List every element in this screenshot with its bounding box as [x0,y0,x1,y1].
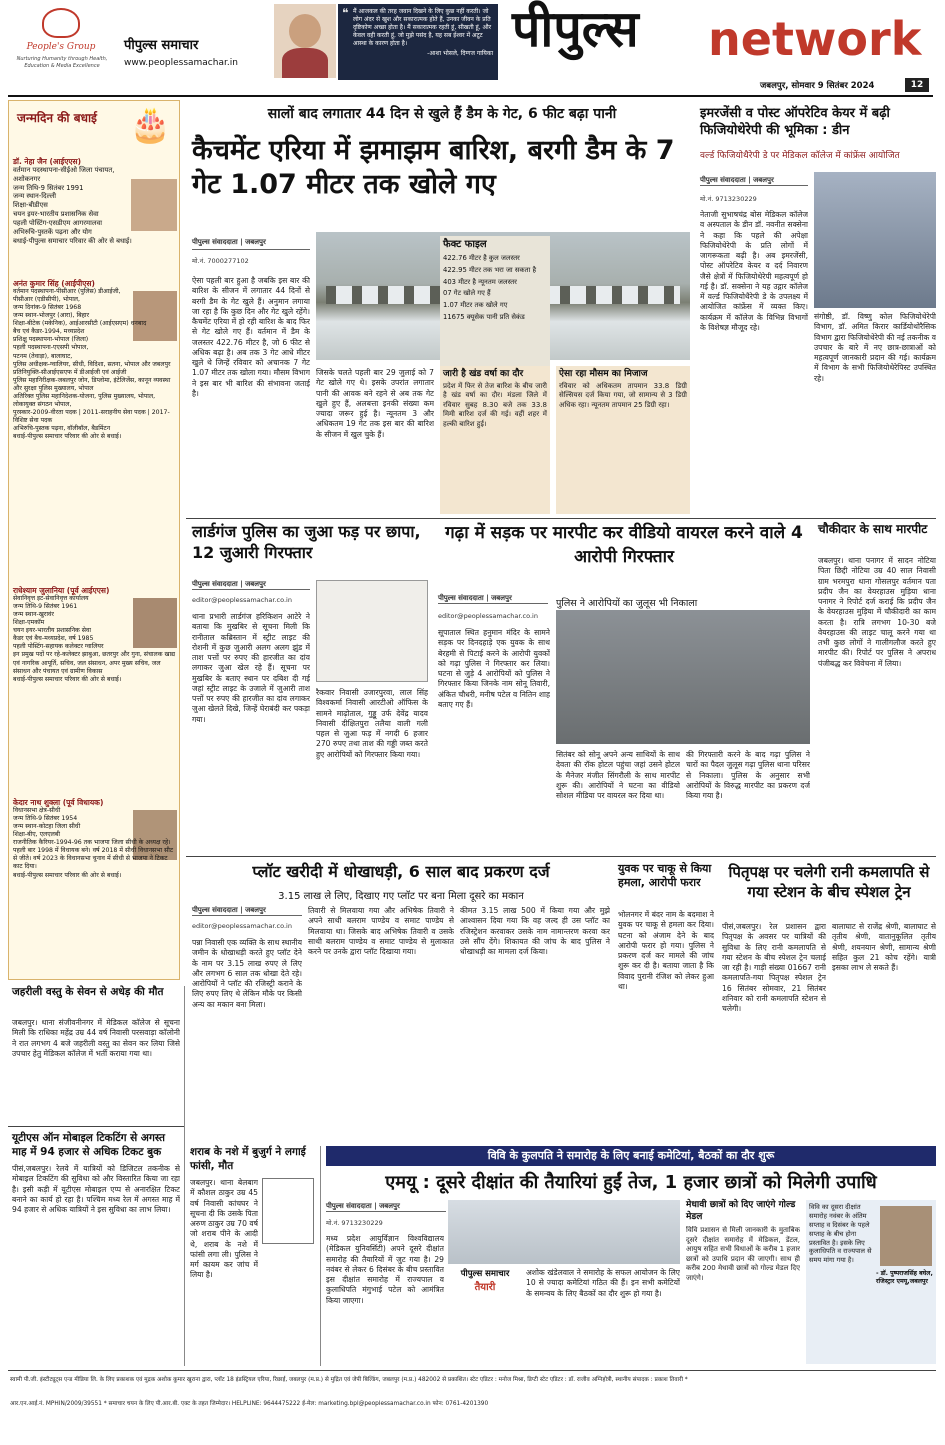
person-line: कैडर एवं बैच-मध्यप्रदेश, वर्ष 1985 [13,635,94,643]
group-logo-mark [42,8,80,38]
person-name: अनंत कुमार सिंह (आईपीएस) [13,279,95,288]
person-line: अभिरुचि-पुस्तकें पढ़ना और योग [13,227,92,236]
university-photo [448,1200,680,1264]
dam-mobile: मो.नं. 7000277102 [192,257,249,265]
birthday-person-3 [13,586,177,684]
noose-illustration [262,1178,314,1244]
person-line: राजनीतिक कैरियर-1994-96 तक भाजपा जिला सीधी के अध्यक्ष रहे। [13,839,171,847]
group-logo [8,6,114,88]
fact-item: 07 गेट खोले गए हैं [443,289,491,298]
page-number: 12 [905,78,929,92]
quote-author-photo [274,4,336,78]
weather-body: रविवार को अधिकतम तापमान 33.8 डिग्री सेल्सियस दर्ज किया गया, जो सामान्य से 3 डिग्री अधिक रहा। न्यूनतम तापमान 25 डिग्री रहा। [559,381,687,409]
weather-box [556,366,690,514]
fact-item: 403 मीटर है न्यूनतम जलस्तर [443,277,517,286]
fact-item: 422.76 मीटर है कुल जलस्तर [443,254,520,262]
gold-medal-head: मेधावी छात्रों को दिए जाएंगे गोल्ड मेडल [686,1200,796,1222]
poison-headline: जहरीली वस्तु के सेवन से अधेड़ की मौत [12,986,164,998]
section-divider [186,518,936,519]
brand-site[interactable]: www.peoplessamachar.in [124,58,238,68]
person-line: वर्तमान पदस्थापना-पीसीआर (पुलिस) डीआईजी, [13,288,121,295]
person-line: शिक्षा-बीटेक (मकेनिक), आईआरसीटी (आईएसएम) धनबाद [13,320,147,328]
university-headline: एमयू : दूसरे दीक्षांत की तैयारियां हुईं तेज, 1 हजार छात्रों को मिलेगी उपाधि [385,1172,877,1193]
byline-text: पीपुल्स संवाददाता | जबलपुर [192,580,266,588]
footer-divider [8,1370,936,1371]
masthead-divider [8,95,933,97]
person-line: पहली बार 1998 में विधायक बने। वर्ष 2018 में सीधी विधानसभा सीट से जीते। वर्ष 2023 के विधानसभा चुनाव में सीधी से भाजपा ने टिकट काट दिया। [13,847,174,871]
birthday-person-2 [13,279,177,441]
person-line: पटनम (तेवाड़ा), बालाघाट, [13,352,73,360]
fact-title: फैक्ट फाइल [443,239,487,250]
imprint-line: स्वामी पी.जी. इंस्टीट्यूट्स एन्ड मीडिया लि. के लिए प्रकाशक एवं मुद्रक अशोक कुमार खुराना द्वारा, प्लॉट 18 इंडस्ट्रियल एरिया, रिछाई, जबलपुर (म.प्र.) से मुद्रित एवं जेपी बिल्डिंग, जबलपुर (म.प्र.) 482002 से प्रकाशित। स्टेट एडिटर : मनोज मिश्रा, डिप्टी स्टेट एडिटर : डॉ. राजीव अग्निहोत्री, स्थानीय संपादक : प्रकाश तिवारी * [10,1377,688,1383]
person-line: बधाई-पीपुल्स समाचार परिवार की ओर से बधाई। [13,871,122,879]
person-line: जन्म स्थान-खुरावंर [13,611,54,619]
plot-body-col3: कीमत 3.15 लाख 500 में किया गया और मुझे आश्वासन दिया गया कि वह जल्द ही उस प्लॉट का रजिस्ट्रेशन करवाकर उसके नाम नामान्तरण करवा कर उसे सौंप देंगे। शिकायत की जांच के बाद पुलिस ने धोखाधड़ी का मामला दर्ज किया। [460,906,610,956]
person-name: राधेश्याम जुलानिया (पूर्व आईएएस) [13,586,110,595]
person-line: वर्तमान पदस्थापना-सीईओ जिला पंचायत, अशोकनगर [13,166,115,183]
physio-mobile: मो.नं. 9713230229 [700,195,757,203]
physio-photo [814,172,936,308]
person-line: जन्म स्थान-कोटहा जिला सीधी [13,823,81,831]
university-stamp [448,1268,522,1308]
plot-body-col2: तिवारी से मिलवाया गया और अभिषेक तिवारी ने अपने साथी बलराम पाण्डेय व समाट पाण्डेय से मिलवाया था। जिसके बाद अभिषेक तिवारी व उसके साथी बलराम पाण्डेय व समाट पाण्डेय से मुलाकात करने पर उनके द्वारा प्लॉट दिखाया गया। [308,906,454,956]
birthday-person-1 [13,157,177,245]
byline-text: पीपुल्स संवाददाता | जबलपुर [438,594,512,602]
person-name: केदार नाथ शुक्ला (पूर्व विधायक) [13,798,104,807]
person-line: पहली पोस्टिंग-सहायक कलेक्टर ग्वालियर [13,643,104,651]
group-name: People's Group [26,42,96,52]
physio-kicker: इमरजेंसी व पोस्ट ऑपरेटिव केयर में बढ़ी फिजियोथेरेपी की भूमिका : डीन [700,106,890,138]
suicide-headline: शराब के नशे में बुजुर्ग ने लगाई फांसी, मौत [190,1146,306,1172]
plot-email[interactable]: editor@peoplessamachar.co.in [192,922,292,930]
registrar-quote [806,1200,936,1364]
registrar-name: - डॉ. पुष्पराजसिंह बघेल, रजिस्ट्रार एमयू,जबलपुर [876,1270,933,1286]
dam-body: ऐसा पहली बार हुआ है जबकि इस बार की बारिश के सीजन में लगातार 44 दिनों से बरगी डैम के गेट खुले हैं। अनुमान लगाया जा रहा है कि कुछ दिन और गेट खुले रहेंगे। कैचमेंट एरिया में हो रही बारिश के बाद फिर से गेट खोले गए हैं। वर्तमान में डैम के जलस्तर 422.76 मीटर है, जो 6 फीट से अधिक बढ़ा है। अब तक 3 गेट आधे मीटर खुले थे जिन्हें रविवार को अचानक 7 गेट 1.07 मीटर तक खोला गया। मौसम विभाग ने इस बार भी बारिश की संभावना जताई है। [192,276,310,398]
plot-byline [192,906,302,916]
rain-sidebar [440,366,550,514]
person-line: बधाई-पीपुल्स समाचार परिवार की ओर से बधाई। [13,433,122,441]
gambling-email[interactable]: editor@peoplessamachar.co.in [192,596,292,604]
column-divider [320,1146,321,1366]
quote-text: मैं आजकल की तरह जवान दिखने के लिए कुछ नहीं करती। जो लोग अंदर से खुश और सकारात्मक होते हैं, उनका जीवन के प्रति दृष्टिकोण अच्छा होता है। मैं सकारात्मक रहती हूं, सीखती हूं, और केवल वही करती हूं, जो मुझे पसंद है, यह सब ईश्वर में अटूट आस्था के कारण होता है। [353,8,492,48]
person-line: सेवानिवृत्त इट-सेवानिवृत्त कार्यालय [13,595,89,602]
stabbing-headline: युवक पर चाकू से किया हमला, आरोपी फरार [618,862,712,890]
network-title-hi: पीपुल्स [512,0,639,58]
quote-author: -आशा भोसले, दिग्गज गायिका [427,50,493,58]
gambling-byline [192,580,310,590]
dateline: जबलपुर, सोमवार 9 सितंबर 2024 [760,81,875,91]
stabbing-body: भोलनगर में बंदर नाम के बदमाश ने युवक पर चाकू से हमला कर दिया। घटना को अंजाम देने के बाद आरोपी फरार हो गया। पुलिस ने प्रकरण दर्ज कर मामले की जांच शुरू कर दी है। बताया जाता है कि विवाद पुरानी रंजिश को लेकर हुआ था। [618,910,714,991]
physio-byline [700,176,808,186]
dam-headline: कैचमेंट एरिया में झमाझम बारिश, बरगी डैम के 7 गेट 1.07 मीटर तक खोले गए [192,135,675,200]
person-line: जन्म स्थान-दिल्ली [13,192,57,201]
cake-icon: 🎂 [129,105,172,145]
person-line: जन्म स्थान-भोजपुर (आरा), बिहार [13,312,90,320]
physio-body: नेताजी सुभाषचंद्र बोस मेडिकल कॉलेज व अस्पताल के डीन डॉ. नवनीत सक्सेना ने कहा कि पहले की अपेक्षा फिजियोथेरेपी के प्रति लोगों में जागरूकता बढ़ी है। अब इमरजेंसी, पोस्ट ऑपरेटिव केयर व दर्द निवारण जैसे क्षेत्रों में फिजियोथेरेपी महत्वपूर्ण हो गई है। डॉ. सक्सेना ने यह उद्गार कॉलेज में वर्ल्ड फिजियोथैरेपी डे के उपलक्ष्य में आयोजित कांफ्रेंस में व्यक्त किए। कार्यक्रम में कॉलेज के विभिन्न विभागों के विशेषज्ञ मौजूद रहे। [700,210,808,332]
person-name: डॉ. नेहा जैन (आईएएस) [13,157,82,166]
university-byline [326,1202,446,1212]
person-line: शिक्षा-बीए, एलएलबी [13,831,60,839]
quote-box [338,4,498,80]
dam-body-col2: जिसके चलते पहली बार 29 जुलाई को 7 गेट खोले गए थे। इसके उपरांत लगातार पानी की आवक बने रहने से अब तक गेट खुले हुए हैं, अलबत्ता इनकी संख्या कम ज्यादा जरूर हुई है। न्यूनतम 3 और अधिकतम 19 गेट तक इस बार की बारिश के सीजन में खुल चुके हैं। [316,368,434,439]
dam-byline [192,238,310,250]
suicide-body: जबलपुर। थाना बेलबाग में कौशल ठाकुर उम्र 45 वर्ष निवासी कांचघर ने सूचना दी कि उसके पिता अरुण ठाकुर उम्र 70 वर्ष जो शराब पीने के आदी थे, शराब के नशे में फांसी लगा ली। पुलिस ने मर्ग कायम कर जांच में लिया है। [190,1178,258,1280]
plot-sub: 3.15 लाख ले लिए, दिखाए गए प्लॉट पर बना मिला दूसरे का मकान [278,891,524,902]
person-line: विधानसभा क्षेत्र-सीधी [13,807,61,814]
university-body-col2: अशोक खंडेलवाल ने समारोह के सफल आयोजन के लिए 10 से ज्यादा कमेटियां गठित की हैं। इन सभी कमेटियों के समन्वय के लिए बैठकों का दौर शुरू हो गया है। [526,1268,680,1298]
assault-body-col3: की गिरफ्तारी करने के बाद गढ़ा पुलिस ने चारों का पैदल जुलूस गढ़ा पुलिस थाना परिसर से निकाला। पुलिस के अनुसार सभी आरोपियों के विरुद्ध मारपीट का प्रकरण दर्ज किया गया है। [686,750,810,800]
person-line: जन्म तिथि-9 सितंबर 1961 [13,603,78,611]
fact-item: 1.07 मीटर तक खोले गए [443,301,508,310]
fact-item: 422.95 मीटर तक भरा जा सकता है [443,265,537,274]
assault-headline: गढ़ा में सड़क पर मारपीट कर वीडियो वायरल करने वाले 4 आरोपी गिरफ्तार [445,523,803,567]
university-body: मध्य प्रदेश आयुर्विज्ञान विश्वविद्यालय (मेडिकल युनिवर्सिटी) अपने दूसरे दीक्षांत समारोह की तैयारियों में जुट गया है। 29 नवंबर से लेकर 6 दिसंबर के बीच प्रस्तावित इस दीक्षांत समारोह में राज्यपाल व कुलाधिपति मंगुभाई पटेल को आमंत्रित किया जाएगा। [326,1234,444,1305]
person-line: प्रशिक्षु पदस्थापना-भोपाल (जिला) [13,336,89,344]
birthday-person-4 [13,798,177,880]
person-line: जन्म तिथि-9 सितंबर 1954 [13,815,78,823]
uts-headline: यूटीएस ऑन मोबाइल टिकटिंग से अगस्त माह में 94 हजार से अधिक टिकट बुक [12,1132,165,1158]
assault-body: सूपाताल स्थित हनुमान मंदिर के सामने सड़क पर दिनदहाड़े एक युवक के साथ बेरहमी से पिटाई करने के आरोपी युवकों को गढ़ा पुलिस ने गिरफ्तार कर लिया। घटना से जुड़े 4 आरोपियों को पुलिस ने गिरफ्तार किया जिनके नाम सोनू तिवारी, अंकित चौधरी, मनीष पटेल व नितिन शाह बताए गए हैं। [438,628,550,709]
person-line: पुलिस महानिरीक्षक-जबलपुर जोन, डिप्लोमा, इंटेलिजेंस, कानून व्यवस्था और सुरक्षा पुलिस मुख्यालय, भोपाल [13,376,171,392]
gambling-photo [316,580,428,682]
birthday-header: जन्मदिन की बधाई [17,111,97,125]
column-divider [184,986,185,1366]
physio-sub: वर्ल्ड फिजियोथैरेपी डे पर मेडिकल कॉलेज में कांफ्रेंस आयोजित [700,151,900,161]
uts-body: पीसं,जबलपुर। रेलवे में यात्रियों को डिजिटल तकनीक से मोबाइल टिकटिंग की सुविधा को और विस्तारित किया जा रहा है। इसी कड़ी में यूटीएस मोबाइल एप्प से अनारक्षित टिकट बनाने का कार्य हो रहा है। पश्चिम मध्य रेल में अगस्त माह में 94 हजार से अधिक यात्रियों ने इस सुविधा का लाभ लिया। [12,1164,180,1214]
person-line: अतिरिक्त पुलिस महानिदेशक-योजना, पुलिस मुख्यालय, भोपाल, लोकायुक्त संगठन भोपाल, [13,392,156,408]
train-body-col2: बालाघाट से राजेंद्र श्रेणी, बालाघाट से तृतीय श्रेणी, वातानुकूलित तृतीय श्रेणी, शयनयान श्रेणी, सामान्य श्रेणी सहित कुल 21 कोच रहेंगे। यात्री इसका लाभ ले सकते हैं। [832,922,936,972]
assault-sub: पुलिस ने आरोपियों का जुलूस भी निकाला [556,598,698,609]
gold-medal-body: विवि प्रशासन से मिली जानकारी के मुताबिक दूसरे दीक्षांत समारोह में मेडिकल, डेंटल, आयुष सहित सभी विधाओं के करीब 1 हजार छात्रों को उपाधि प्रदान की जाएगी। साथ ही करीब 200 मेधावी छात्रों को गोल्ड मेडल दिए जाएंगे। [686,1226,800,1282]
dam-kicker: सालों बाद लगातार 44 दिन से खुले हैं डैम के गेट, 6 फीट बढ़ा पानी [267,106,617,122]
person-line: बैच एवं कैडर-1994, मध्यप्रदेश [13,328,85,336]
section-divider [8,1126,184,1127]
person-line: बधाई-पीपुल्स समाचार परिवार की ओर से बधाई। [13,236,132,245]
network-title-en: network [708,12,922,66]
plot-body: पन्ना निवासी एक व्यक्ति के साथ स्थानीय जमीन के धोखाधड़ी करते हुए प्लॉट देने के नाम पर 3.15 लाख रुपए ले लिए और लगभग 6 साल तक धोखा देते रहे। आरोपियों ने प्लॉट की रजिस्ट्री कराने के लिए रुपए लिए थे लेकिन मौके पर किसी अन्य का मकान बना मिला। [192,938,302,1009]
rain-body: प्रदेश में फिर से तेज बारिश के बीच जारी है खंड वर्षा का दौर। मंडला जिले में रविवार सुबह 8.30 बजे तक 33.8 मिमी बारिश दर्ज की गई। वहीं शहर में हल्की बारिश हुई। [443,381,547,428]
poison-body: जबलपुर। थाना संजीवनीनगर में मेडिकल कॉलेज से सूचना मिली कि राधिका महेंद्र उम्र 44 वर्ष निवासी परसवाड़ा कॉलोनी ने रात लगभग 4 बजे जहरीली वस्तु का सेवन कर लिया जिसे उपचार हेतु मेडिकल कॉलेज में भर्ती कराया गया था। [12,1018,180,1058]
person-line: शिक्षा-एमकॉम [13,619,45,627]
person-line: चयन इयर-भारतीय प्रशासनिक सेवा [13,627,91,635]
gambling-body: थाना प्रभारी लार्डगंज हरिकिशन आटेरे ने बताया कि मुखबिर से सूचना मिली कि रानीताल कब्रिस्तान में स्ट्रीट लाइट की रोशनी में कुछ जुआरी अलग अलग झुंड में ताश पत्तों पर रुपए की हारजीत का दांव लगाकर जुआ खेल रहे हैं। सूचना पर मुखबिर के बताए स्थान पर दबिश दी गई जहां स्ट्रीट लाइट के उजाले में जुआरी ताश पत्तों पर रुपए की हारजीत का दांव लगाकर जुआ खेलते दिखे, जिन्हें घेराबंदी कर पकड़ा गया। [192,612,310,724]
registrar-photo [880,1206,932,1266]
person-line: अभिरुचि-पुस्तक पढ़ना, वॉलीबॉल, बैडमिंटन [13,425,111,433]
registrar-quote-text: विवि का दूसरा दीक्षांत समारोह नवंबर के अंतिम सप्ताह व दिसंबर के पहले सप्ताह के बीच होना प्रस्तावित है। इसके लिए कुलाधिपति व राज्यपाल से समय मांगा गया है। [809,1203,872,1265]
person-line: जन्म दिनांक-9 सितंबर 1968 [13,304,82,312]
brand-name: पीपुल्स समाचार [124,38,199,53]
committee-bar: विवि के कुलपति ने समारोह के लिए बनाई कमेटियां, बैठकों का दौर शुरू [326,1146,936,1166]
train-body: पीसं,जबलपुर। रेल प्रशासन द्वारा पितृपक्ष के अवसर पर यात्रियों की सुविधा के लिए रानी कमलापति से गया स्टेशन के बीच स्पेशल ट्रेन चलाई जा रही है। गाड़ी संख्या 01667 रानी कमलापति-गया पितृपक्ष स्पेशल ट्रेन 16 सितंबर सोमवार, 21 सितंबर शनिवार को रानी कमलापति स्टेशन से चलेगी। [722,922,826,1013]
person-line: इन प्रमुख पदों पर रहे-कलेक्टर झाबुआ, छतरपुर और गुना, संचालक खाद्य एवं नागरिक आपूर्ति, सचिव, जल संसाधन, अपर मुख्य सचिव, जल संसाधन और पंचायत एवं ग्रामीण विकास [13,651,176,675]
physio-body-col2: संगोष्ठी, डॉ. विष्णु कोल फिजियोथेरेपी विभाग, डॉ. अमित किरार कार्डियोथोरैसिक विभाग द्वारा फिजियोथेरेपी की नई तकनीक व उपचार के बारे में नए छात्र-छात्राओं को महत्वपूर्ण जानकारी प्रदान की गई। कार्यक्रम में विभाग के सभी फिजियोथेरेपिस्ट उपस्थित रहे। [814,312,936,383]
person-line: पीसीआर (एडीसीपी), भोपाल, [13,296,80,304]
assault-body-col2: सितंबर को सोनू अपने अन्य साथियों के साथ देवता की रॉक होटल पहुंचा जहां उसने होटल के मैनेजर मंजीत सिंगरौली के साथ मारपीट शुरू की। आरोपियों ने घटना का वीडियो सोशल मीडिया पर वायरल कर दिया था। [556,750,680,800]
stamp-label: तैयारी [474,1282,496,1293]
stamp-brand: पीपुल्स समाचार [460,1269,510,1279]
quote-mark-icon: ❝ [342,6,349,20]
person-line: शिक्षा-बीडीएस [13,201,48,210]
train-headline: पितृपक्ष पर चलेगी रानी कमलापति से गया स्टेशन के बीच स्पेशल ट्रेन [728,863,930,902]
gold-medal-box [686,1200,800,1364]
group-tagline: Nurturing Humanity through Health, Education & Media Excellence [16,56,108,69]
guard-body: जबलपुर। थाना पनागर में सादन नोटिया पिता छिद्दी नोटिया उम्र 40 साल निवासी ग्राम भरमपुरा थाना गोसलपुर वर्तमान पता प्रदीप जैन का वेयरहाउस मुड़िया धाना पनागर ने रिपोर्ट दर्ज कराई कि प्रदीप जैन के वेयरहाउस मुड़िया में चौकीदारी का काम करता है। रात्रि लगभग 10-30 बजे वेयरहाउस की लाइट चालू करने गया था तभी कुछ लोगों ने गालीगलौज करते हुए मारपीट की। रिपोर्ट पर पुलिस ने अपराध पंजीबद्ध कर विवेचना में लिया। [818,556,936,668]
guard-headline: चौकीदार के साथ मारपीट [818,522,928,536]
byline-text: पीपुल्स संवाददाता | जबलपुर [700,176,774,184]
fact-item: 11675 क्यूसेक पानी प्रति सेकंड [443,313,525,322]
byline-text: पीपुल्स संवाददाता | जबलपुर [192,906,266,914]
person-line: प्रतिनियुक्ति-सीआईएसएफ में डीआईजी एवं आईजी [13,368,127,376]
birthday-sidebar-2 [8,580,180,980]
weather-head: ऐसा रहा मौसम का मिजाज [559,369,648,379]
person-line: पहली पोस्टिंग-एसडीएम आगरमालवा [13,218,102,227]
university-mobile: मो.नं. 9713230229 [326,1219,383,1227]
person-line: जन्म तिथि-9 सितंबर 1991 [13,183,84,192]
assault-photo [556,610,810,744]
imprint-line-2: आर.एन.आई.नं. MPHIN/2009/39551 * समाचार चयन के लिए पी.आर.बी. एक्ट के तहत जिम्मेदार। HELPLINE: 9644475222 ई-मेल: marketing.bpl@peoplessamachar.co.in फोन: 0761-4201390 [10,1401,489,1407]
byline-text: पीपुल्स संवाददाता | जबलपुर [326,1202,400,1210]
rain-head: जारी है खंड वर्षा का दौर [443,369,524,379]
section-divider [186,856,936,857]
person-line: पुरस्कार-2009-वीरता पदक | 2011-सराहनीय सेवा पदक | 2017-विशिष्ट सेवा पदक [13,408,170,424]
byline-text: पीपुल्स संवाददाता | जबलपुर [192,238,266,246]
person-line: पहली पदस्थापना-एएसपी भोपाल, [13,344,89,352]
plot-headline: प्लॉट खरीदी में धोखाधड़ी, 6 साल बाद प्रकरण दर्ज [252,862,550,881]
birthday-sidebar [8,100,180,618]
person-line: बधाई-पीपुल्स समाचार परिवार की ओर से बधाई। [13,675,122,683]
person-line: पुलिस अधीक्षक-ग्वालियर, सीधी, विदिशा, सतना, भोपाल और जबलपुर [13,360,171,368]
person-line: चयन इयर-भारतीय प्रशासनिक सेवा [13,210,99,219]
gambling-body-col2: रैकवार निवासी उजारपुरवा, लाल सिंह विश्वकर्मा निवासी आरटीओ ऑफिस के सामने माढ़ोताल, गुड्डू उर्फ देवेंद्र यादव निवासी दीक्षितपुरा तलैया वाली गली पहल से जुआ फड़ में नगदी 6 हजार 270 रुपए तथा ताश की गड्डी जब्त करते हुए आरोपियों को गिरफ्तार किया गया। [316,688,428,759]
assault-byline [438,594,548,604]
gambling-headline: लार्डगंज पुलिस का जुआ फड़ पर छापा, 12 जुआरी गिरफ्तार [192,522,421,562]
assault-email[interactable]: editor@peoplessamachar.co.in [438,612,538,620]
